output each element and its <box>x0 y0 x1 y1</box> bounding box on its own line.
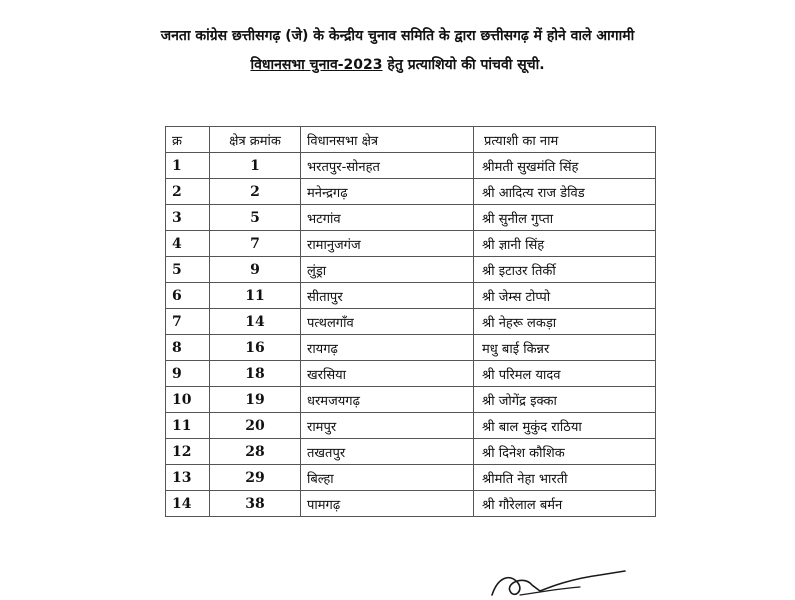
candidate-name-cell: श्री बाल मुकुंद राठिया <box>474 413 656 439</box>
constituency-number-cell: 29 <box>210 465 301 491</box>
table-row <box>166 205 656 231</box>
constituency-number-cell: 38 <box>210 491 301 517</box>
constituency-number-cell: 18 <box>210 361 301 387</box>
header-constituency-number: क्षेत्र क्रमांक <box>210 127 301 153</box>
list-title: हेतु प्रत्याशियो की पांचवी सूची. <box>382 57 545 73</box>
constituency-cell: लुंड्रा <box>301 257 474 283</box>
constituency-number-cell: 2 <box>210 179 301 205</box>
serial-number-cell: 3 <box>166 205 210 231</box>
candidate-name-cell: श्री परिमल यादव <box>474 361 656 387</box>
table-row <box>166 153 656 179</box>
candidate-name-cell: श्री आदित्य राज डेविड <box>474 179 656 205</box>
constituency-cell: रामपुर <box>301 413 474 439</box>
serial-number-cell: 5 <box>166 257 210 283</box>
header-serial-number: क्र <box>166 127 210 153</box>
constituency-number-cell: 9 <box>210 257 301 283</box>
table-row <box>166 335 656 361</box>
header-constituency: विधानसभा क्षेत्र <box>301 127 474 153</box>
constituency-cell: धरमजयगढ़ <box>301 387 474 413</box>
document-subheading <box>0 55 795 74</box>
serial-number-cell: 2 <box>166 179 210 205</box>
document-heading: जनता कांग्रेस छत्तीसगढ़ (जे) के केन्द्रीय चुनाव समिति के द्वारा छत्तीसगढ़ में होने वाले आगामी <box>160 28 635 44</box>
table-row <box>166 257 656 283</box>
constituency-cell: तखतपुर <box>301 439 474 465</box>
candidate-name-cell: श्रीमती सुखमंति सिंह <box>474 153 656 179</box>
constituency-cell: पत्थलगाँव <box>301 309 474 335</box>
constituency-number-cell: 5 <box>210 205 301 231</box>
serial-number-cell: 10 <box>166 387 210 413</box>
candidate-name-cell: मधु बाई किन्नर <box>474 335 656 361</box>
table-row <box>166 439 656 465</box>
table-header-row <box>166 127 656 153</box>
serial-number-cell: 12 <box>166 439 210 465</box>
serial-number-cell: 11 <box>166 413 210 439</box>
candidate-name-cell: श्री ज्ञानी सिंह <box>474 231 656 257</box>
constituency-cell: भटगांव <box>301 205 474 231</box>
constituency-cell: पामगढ़ <box>301 491 474 517</box>
candidate-name-cell: श्रीमति नेहा भारती <box>474 465 656 491</box>
table-row <box>166 179 656 205</box>
constituency-number-cell: 7 <box>210 231 301 257</box>
election-title: विधानसभा चुनाव-2023 <box>250 57 383 73</box>
candidate-name-cell: श्री सुनील गुप्ता <box>474 205 656 231</box>
constituency-number-cell: 28 <box>210 439 301 465</box>
candidate-list-table <box>165 126 656 517</box>
candidate-name-cell: श्री इटाउर तिर्की <box>474 257 656 283</box>
serial-number-cell: 7 <box>166 309 210 335</box>
table-row <box>166 309 656 335</box>
constituency-number-cell: 19 <box>210 387 301 413</box>
constituency-number-cell: 20 <box>210 413 301 439</box>
table-row <box>166 413 656 439</box>
serial-number-cell: 8 <box>166 335 210 361</box>
serial-number-cell: 9 <box>166 361 210 387</box>
constituency-cell: बिल्हा <box>301 465 474 491</box>
candidate-name-cell: श्री गौरेलाल बर्मन <box>474 491 656 517</box>
table-row <box>166 283 656 309</box>
constituency-cell: भरतपुर-सोनहत <box>301 153 474 179</box>
constituency-cell: रायगढ़ <box>301 335 474 361</box>
candidate-name-cell: श्री दिनेश कौशिक <box>474 439 656 465</box>
serial-number-cell: 6 <box>166 283 210 309</box>
serial-number-cell: 13 <box>166 465 210 491</box>
constituency-number-cell: 16 <box>210 335 301 361</box>
serial-number-cell: 4 <box>166 231 210 257</box>
candidate-name-cell: श्री नेहरू लकड़ा <box>474 309 656 335</box>
table-row <box>166 491 656 517</box>
table-row <box>166 465 656 491</box>
constituency-number-cell: 11 <box>210 283 301 309</box>
table-row <box>166 387 656 413</box>
constituency-cell: सीतापुर <box>301 283 474 309</box>
table-row <box>166 361 656 387</box>
candidate-name-cell: श्री जोगेंद्र इक्का <box>474 387 656 413</box>
constituency-number-cell: 14 <box>210 309 301 335</box>
constituency-cell: रामानुजगंज <box>301 231 474 257</box>
header-candidate-name: प्रत्याशी का नाम <box>474 127 656 153</box>
constituency-number-cell: 1 <box>210 153 301 179</box>
table-row <box>166 231 656 257</box>
signature <box>480 565 640 600</box>
candidate-name-cell: श्री जेम्स टोप्पो <box>474 283 656 309</box>
serial-number-cell: 14 <box>166 491 210 517</box>
serial-number-cell: 1 <box>166 153 210 179</box>
constituency-cell: मनेन्द्रगढ़ <box>301 179 474 205</box>
constituency-cell: खरसिया <box>301 361 474 387</box>
